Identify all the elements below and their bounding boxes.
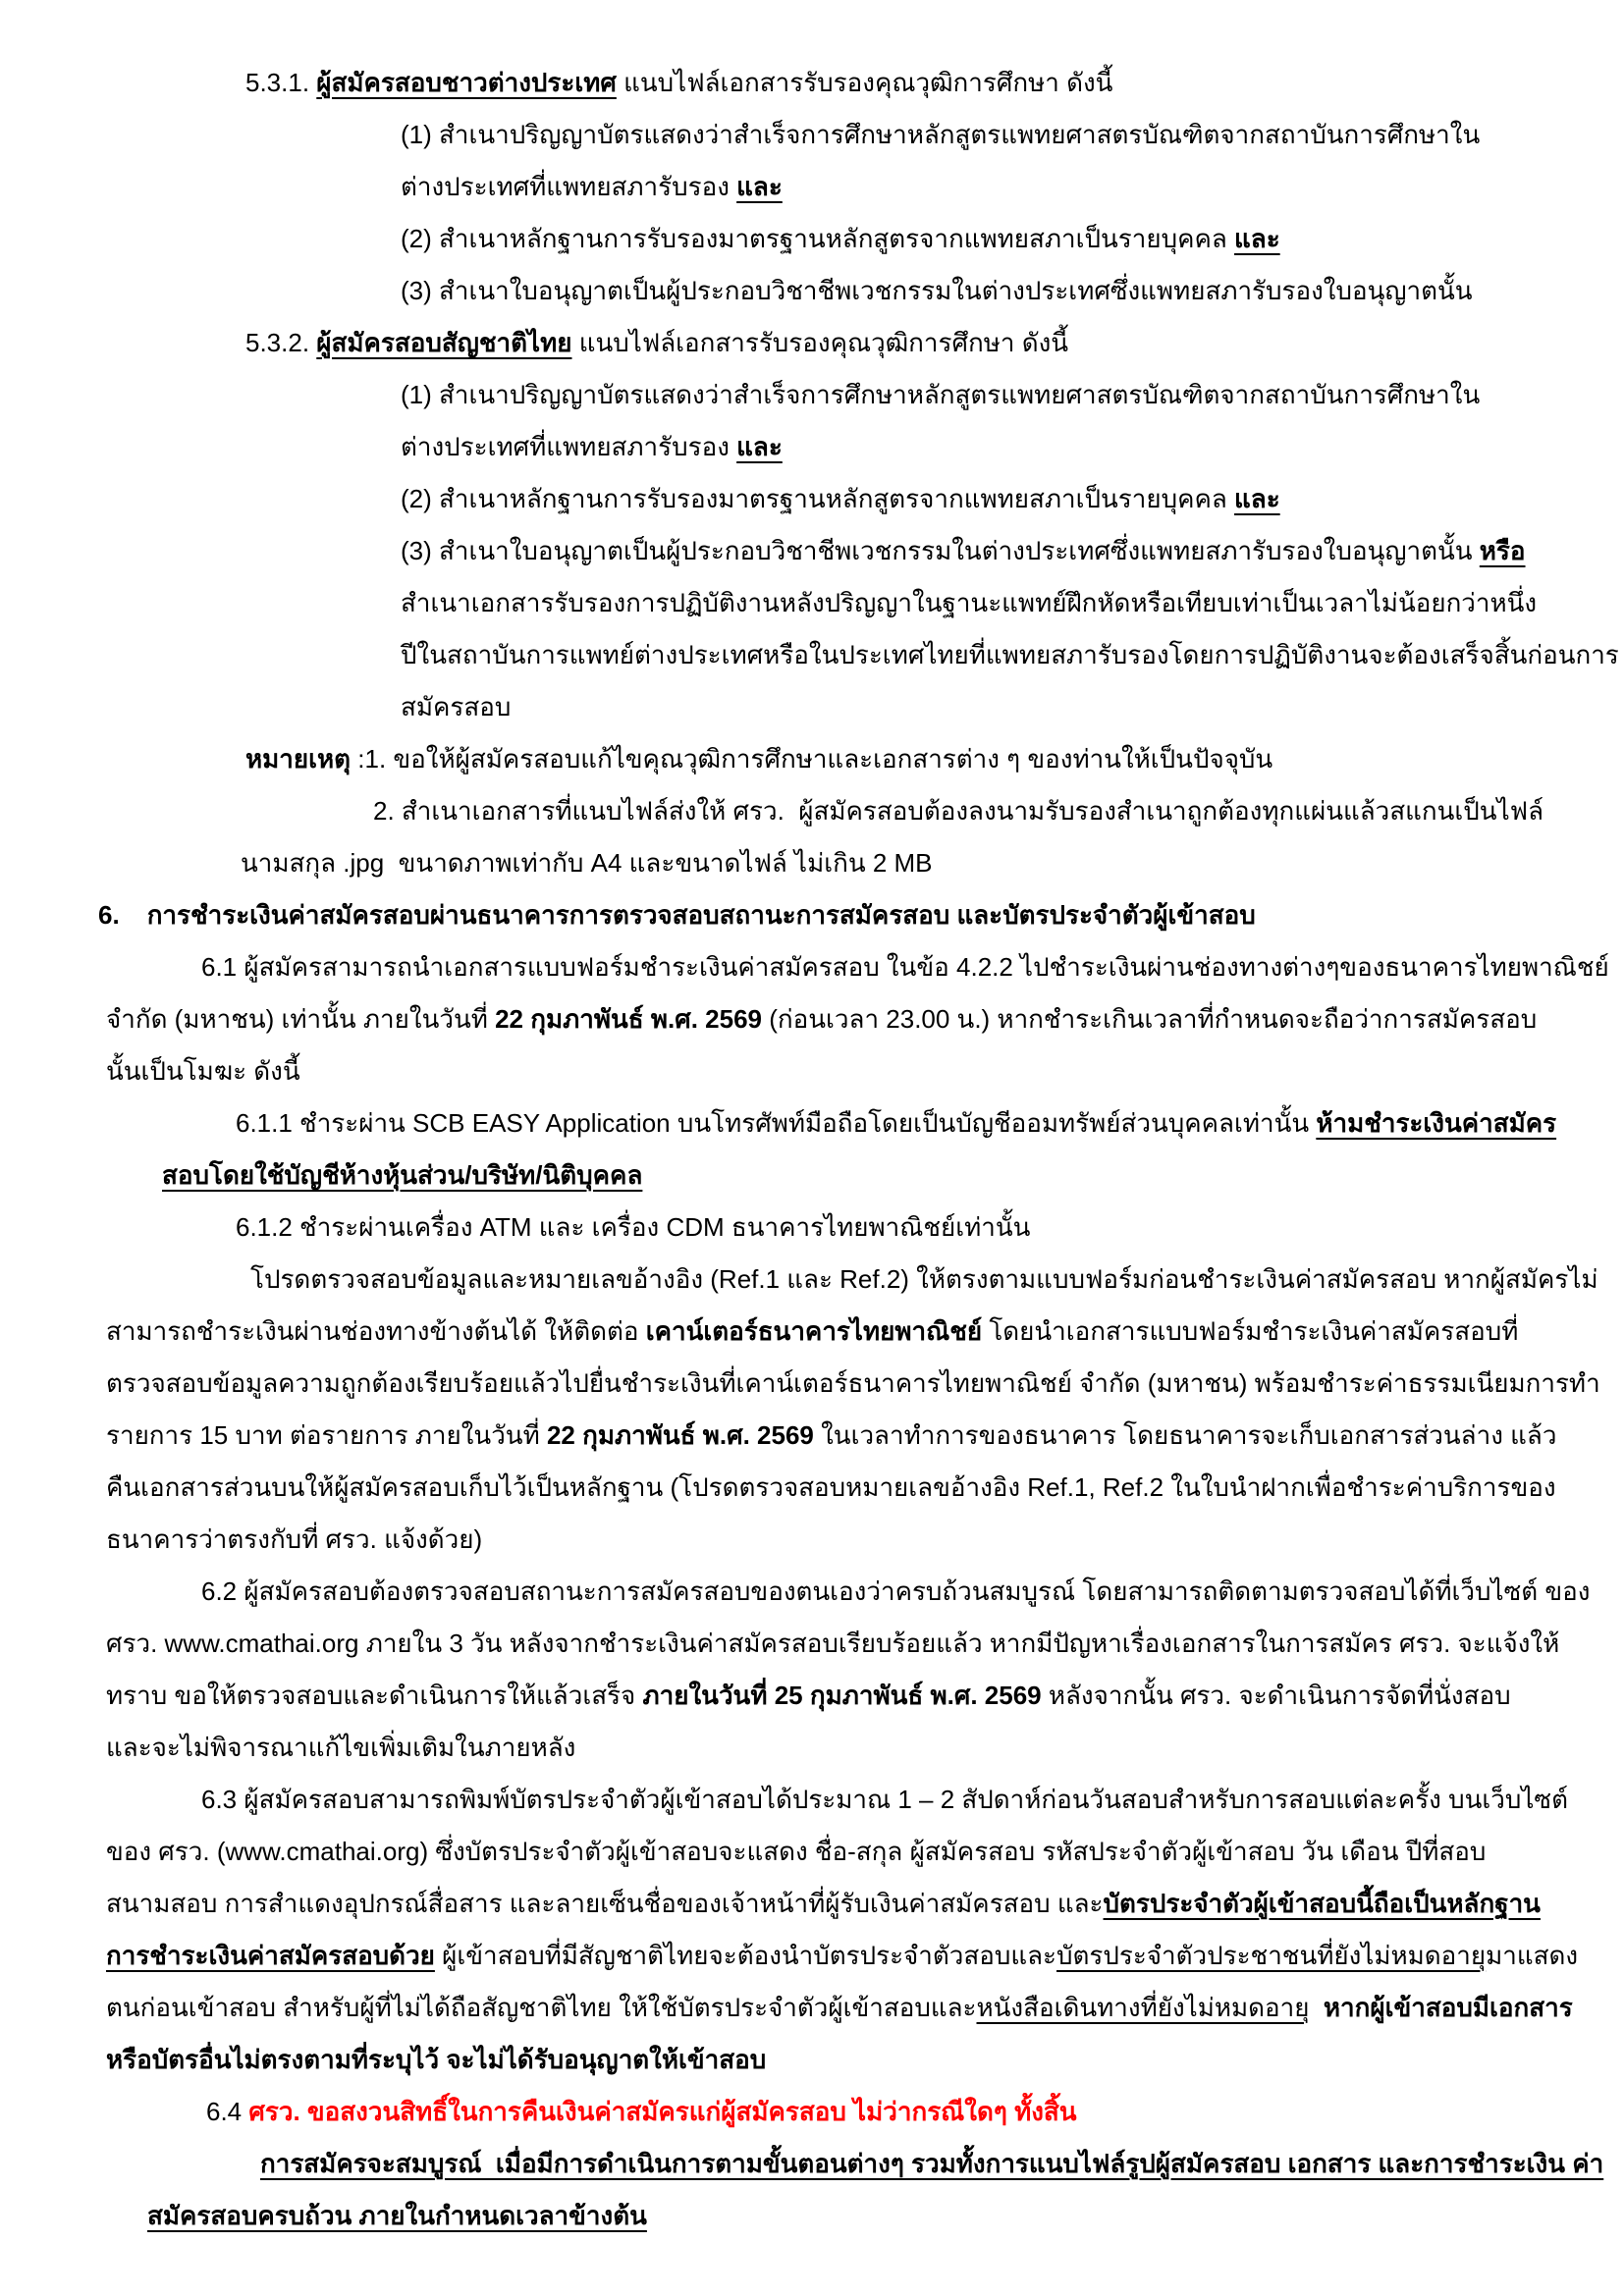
text-segment: :1. ขอให้ผู้สมัครสอบแก้ไขคุณวุฒิการศึกษาและเอกสารต่าง ๆ ของท่านให้เป็นปัจจุบัน	[351, 744, 1273, 774]
text-segment: 6.1.2 ชำระผ่านเครื่อง ATM และ เครื่อง CDM ธนาคารไทยพาณิชย์เท่านั้น	[236, 1212, 1031, 1242]
underlined-text: หนังสือเดินทางที่ยังไม่หมดอายุ	[976, 1993, 1310, 2022]
text-line	[0, 889, 1545, 941]
text-line	[0, 2138, 1604, 2190]
text-segment: ธนาคารว่าตรงกับที่ ศรว. แจ้งด้วย)	[106, 1524, 483, 1554]
text-segment: ปีในสถาบันการแพทย์ต่างประเทศหรือในประเทศไทยที่แพทยสภารับรองโดยการปฏิบัติงานจะต้องเสร็จสิ้นก่อนการ	[401, 640, 1619, 669]
text-segment: ในเวลาทำการของธนาคาร โดยธนาคารจะเก็บเอกสารส่วนล่าง แล้ว	[813, 1420, 1557, 1450]
text-segment: 2. สำเนาเอกสารที่แนบไฟล์ส่งให้ ศรว. ผู้สมัครสอบต้องลงนามรับรองสำเนาถูกต้องทุกแผ่นแล้วสแกนเป็นไฟล์	[373, 796, 1544, 826]
text-line	[0, 473, 1545, 525]
text-line	[0, 421, 1545, 473]
text-segment: ตนก่อนเข้าสอบ สำหรับผู้ที่ไม่ได้ถือสัญชาติไทย ให้ใช้บัตรประจำตัวผู้เข้าสอบและ	[106, 1993, 977, 2022]
text-segment: 22 กุมภาพันธ์ พ.ศ. 2569	[495, 1004, 763, 1034]
text-segment: ศรว. www.cmathai.org ภายใน 3 วัน หลังจากชำระเงินค่าสมัครสอบเรียบร้อยแล้ว หากมีปัญหาเรื่องเอกสารในการสมัคร ศรว. จะแจ้งให้	[106, 1629, 1560, 1658]
text-line	[0, 1254, 1598, 1306]
text-segment: ต่างประเทศที่แพทยสภารับรอง	[401, 432, 737, 461]
text-segment: หากผู้เข้าสอบมีเอกสาร	[1323, 1993, 1573, 2022]
text-line	[0, 785, 1545, 837]
text-line	[0, 837, 1545, 889]
text-line	[0, 733, 1545, 785]
text-line	[0, 525, 1545, 577]
text-segment: 6.	[98, 900, 120, 930]
text-segment: และจะไม่พิจารณาแก้ไขเพิ่มเติมในภายหลัง	[106, 1733, 576, 1762]
text-segment: แนบไฟล์เอกสารรับรองคุณวุฒิการศึกษา ดังนี้	[616, 68, 1113, 97]
text-line	[0, 1774, 1568, 1826]
text-segment: ภายในวันที่ 25 กุมภาพันธ์ พ.ศ. 2569	[642, 1681, 1042, 1710]
text-line	[0, 1930, 1579, 1982]
text-line	[0, 1826, 1545, 1878]
text-line	[0, 2086, 1545, 2138]
text-segment: 6.2 ผู้สมัครสอบต้องตรวจสอบสถานะการสมัครสอบของตนเองว่าครบถ้วนสมบูรณ์ โดยสามารถติดตามตรวจสอบได้ที่เว็บไซต์ ของ	[201, 1576, 1591, 1606]
text-line	[0, 1149, 1545, 1201]
text-segment: 6.1 ผู้สมัครสามารถนำเอกสารแบบฟอร์มชำระเงินค่าสมัครสอบ ในข้อ 4.2.2 ไปชำระเงินผ่านช่องทางต่างๆของธนาคารไทยพาณิชย์	[201, 952, 1609, 982]
text-segment: จำกัด (มหาชน) เท่านั้น ภายในวันที่	[106, 1004, 496, 1034]
text-line	[0, 1566, 1591, 1618]
underlined-text: สมัครสอบครบถ้วน ภายในกำหนดเวลาข้างต้น	[147, 2201, 647, 2230]
text-segment: หมายเหตุ	[245, 744, 352, 774]
text-line	[0, 57, 1545, 109]
text-segment: โปรดตรวจสอบข้อมูลและหมายเลขอ้างอิง (Ref.1 และ Ref.2) ให้ตรงตามแบบฟอร์มก่อนชำระเงินค่าสมัครสอบ หากผู้สมัครไม่	[250, 1264, 1598, 1294]
text-segment: สามารถชำระเงินผ่านช่องทางข้างต้นได้ ให้ติดต่อ	[106, 1316, 646, 1346]
text-segment: การชำระเงินค่าสมัครสอบผ่านธนาคารการตรวจสอบสถานะการสมัครสอบ และบัตรประจำตัวผู้เข้าสอบ	[146, 900, 1256, 930]
text-segment: 6.4	[206, 2097, 249, 2126]
text-segment: ทราบ ขอให้ตรวจสอบและดำเนินการให้แล้วเสร็จ	[106, 1681, 643, 1710]
text-segment	[1309, 1993, 1323, 2022]
text-segment: รายการ 15 บาท ต่อรายการ ภายในวันที่	[106, 1420, 547, 1450]
text-line	[0, 681, 1545, 733]
text-segment: (2) สำเนาหลักฐานการรับรองมาตรฐานหลักสูตรจากแพทยสภาเป็นรายบุคคล	[401, 224, 1235, 253]
text-line	[0, 2190, 1545, 2242]
text-segment: 5.3.2.	[245, 328, 317, 357]
text-line	[0, 109, 1545, 161]
underlined-text: และ	[736, 432, 783, 461]
underlined-text: บัตรประจำตัวประชาชนที่ยังไม่หมดอายุ	[1056, 1941, 1487, 1970]
text-segment: สมัครสอบ	[401, 692, 512, 721]
text-line	[0, 1306, 1545, 1358]
text-segment: โดยนำเอกสารแบบฟอร์มชำระเงินค่าสมัครสอบที่	[982, 1316, 1519, 1346]
text-segment: แนบไฟล์เอกสารรับรองคุณวุฒิการศึกษา ดังนี้	[571, 328, 1069, 357]
underlined-text: สอบโดยใช้บัญชีห้างหุ้นส่วน/บริษัท/นิติบุคคล	[162, 1160, 643, 1190]
text-line	[0, 213, 1545, 265]
underlined-text: หรือ	[1479, 536, 1526, 565]
text-line	[0, 629, 1619, 681]
underlined-text: และ	[1234, 484, 1280, 513]
text-segment: หรือบัตรอื่นไม่ตรงตามที่ระบุไว้ จะไม่ได้รับอนุญาตให้เข้าสอบ	[106, 2045, 767, 2074]
text-segment: 6.3 ผู้สมัครสอบสามารถพิมพ์บัตรประจำตัวผู้เข้าสอบได้ประมาณ 1 – 2 สัปดาห์ก่อนวันสอบสำหรับการสอบแต่ละครั้ง บนเว็บไซต์	[201, 1785, 1568, 1814]
text-line	[0, 265, 1545, 317]
text-line	[0, 1201, 1545, 1254]
underlined-text: ห้ามชำระเงินค่าสมัคร	[1316, 1108, 1557, 1138]
text-segment: ตรวจสอบข้อมูลความถูกต้องเรียบร้อยแล้วไปยื่นชำระเงินที่เคาน์เตอร์ธนาคารไทยพาณิชย์ จำกัด (มหาชน) พร้อมชำระค่าธรรมเนียมการทำ	[106, 1368, 1600, 1398]
text-segment: 5.3.1.	[245, 68, 317, 97]
text-segment: (3) สำเนาใบอนุญาตเป็นผู้ประกอบวิชาชีพเวชกรรมในต่างประเทศซึ่งแพทยสภารับรองใบอนุญาตนั้น	[401, 276, 1473, 305]
text-line	[0, 317, 1545, 369]
text-segment: ต่างประเทศที่แพทยสภารับรอง	[401, 172, 737, 201]
text-line	[0, 1878, 1545, 1930]
text-line	[0, 941, 1609, 993]
text-line	[0, 1410, 1557, 1462]
text-line	[0, 1514, 1545, 1566]
text-segment: ของ ศรว. (www.cmathai.org) ซึ่งบัตรประจำตัวผู้เข้าสอบจะแสดง ชื่อ-สกุล ผู้สมัครสอบ รหัสประจำตัวผู้เข้าสอบ วัน เดือน ปีที่สอบ	[106, 1837, 1487, 1866]
emphasis-red-text: ศรว. ขอสงวนสิทธิ์ในการคืนเงินค่าสมัครแก่ผู้สมัครสอบ ไม่ว่ากรณีใดๆ ทั้งสิ้น	[248, 2097, 1077, 2126]
text-segment: ผู้เข้าสอบที่มีสัญชาติไทยจะต้องนำบัตรประจำตัวสอบและ	[434, 1941, 1057, 1970]
text-segment: สนามสอบ การสำแดงอุปกรณ์สื่อสาร และลายเซ็นชื่อของเจ้าหน้าที่ผู้รับเงินค่าสมัครสอบ และ	[106, 1889, 1104, 1918]
text-segment: (ก่อนเวลา 23.00 น.) หากชำระเกินเวลาที่กำหนดจะถือว่าการสมัครสอบ	[762, 1004, 1538, 1034]
underlined-text: การชำระเงินค่าสมัครสอบด้วย	[106, 1941, 435, 1970]
text-line	[0, 369, 1545, 421]
text-line	[0, 993, 1545, 1045]
underlined-text: ผู้สมัครสอบชาวต่างประเทศ	[316, 68, 617, 97]
text-line	[0, 1358, 1600, 1410]
text-segment: 6.1.1 ชำระผ่าน SCB EASY Application บนโทรศัพท์มือถือโดยเป็นบัญชีออมทรัพย์ส่วนบุคคลเท่านั้น	[236, 1108, 1317, 1138]
underlined-text: และ	[736, 172, 783, 201]
text-segment: มาแสดง	[1486, 1941, 1579, 1970]
text-line	[0, 1462, 1556, 1514]
text-line	[0, 1045, 1545, 1097]
underlined-text: ผู้สมัครสอบสัญชาติไทย	[316, 328, 572, 357]
underlined-text: การสมัครจะสมบูรณ์ เมื่อมีการดำเนินการตามขั้นตอนต่างๆ รวมทั้งการแนบไฟล์รูปผู้สมัครสอบ เอกสาร และการชำระเงิน ค่า	[260, 2149, 1604, 2178]
text-segment: เคาน์เตอร์ธนาคารไทยพาณิชย์	[645, 1316, 983, 1346]
text-line	[0, 577, 1545, 629]
text-line	[0, 1722, 1545, 1774]
text-segment: (1) สำเนาปริญญาบัตรแสดงว่าสำเร็จการศึกษาหลักสูตรแพทยศาสตรบัณฑิตจากสถาบันการศึกษาใน	[401, 120, 1481, 149]
underlined-text: บัตรประจำตัวผู้เข้าสอบนี้ถือเป็นหลักฐาน	[1103, 1889, 1541, 1918]
text-segment: (1) สำเนาปริญญาบัตรแสดงว่าสำเร็จการศึกษาหลักสูตรแพทยศาสตรบัณฑิตจากสถาบันการศึกษาใน	[401, 380, 1481, 409]
text-segment: 22 กุมภาพันธ์ พ.ศ. 2569	[546, 1420, 814, 1450]
text-line	[0, 1097, 1557, 1149]
text-segment: สำเนาเอกสารรับรองการปฏิบัติงานหลังปริญญาในฐานะแพทย์ฝึกหัดหรือเทียบเท่าเป็นเวลาไม่น้อยกว่าหนึ่ง	[401, 588, 1538, 617]
text-segment: หลังจากนั้น ศรว. จะดำเนินการจัดที่นั่งสอบ	[1041, 1681, 1511, 1710]
text-segment: (2) สำเนาหลักฐานการรับรองมาตรฐานหลักสูตรจากแพทยสภาเป็นรายบุคคล	[401, 484, 1235, 513]
text-segment: นามสกุล .jpg ขนาดภาพเท่ากับ A4 และขนาดไฟล์ ไม่เกิน 2 MB	[241, 848, 933, 878]
text-segment: (3) สำเนาใบอนุญาตเป็นผู้ประกอบวิชาชีพเวชกรรมในต่างประเทศซึ่งแพทยสภารับรองใบอนุญาตนั้น	[401, 536, 1480, 565]
text-line	[0, 161, 1545, 213]
text-line	[0, 2034, 1545, 2086]
underlined-text: และ	[1234, 224, 1280, 253]
text-segment: คืนเอกสารส่วนบนให้ผู้สมัครสอบเก็บไว้เป็นหลักฐาน (โปรดตรวจสอบหมายเลขอ้างอิง Ref.1, Ref.2 ในใบนำฝากเพื่อชำระค่าบริการของ	[106, 1472, 1556, 1502]
text-line	[0, 1982, 1573, 2034]
text-line	[0, 1618, 1560, 1670]
text-line	[0, 1670, 1545, 1722]
text-segment: นั้นเป็นโมฆะ ดังนี้	[106, 1056, 300, 1086]
